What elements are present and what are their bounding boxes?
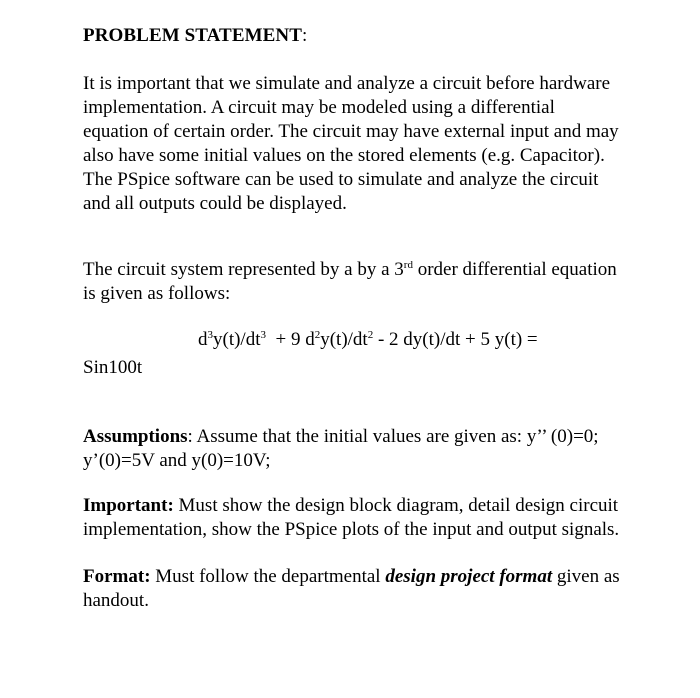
circuit-text-before: The circuit system represented by a by a 3	[83, 259, 404, 280]
format-text-after: given as handout.	[83, 566, 620, 611]
circuit-description-paragraph	[83, 258, 623, 306]
eq-remaining-terms: - 2 dy(t)/dt + 5 y(t) =	[373, 329, 538, 350]
assumptions-paragraph	[83, 425, 623, 473]
eq-term2-sup2: 2	[367, 329, 374, 341]
document-page	[83, 24, 623, 613]
heading-title: PROBLEM STATEMENT	[83, 25, 302, 46]
important-label: Important:	[83, 495, 174, 516]
eq-term2-sup1: 2	[314, 329, 321, 341]
eq-term2-d: + 9 d	[266, 329, 315, 350]
format-paragraph	[83, 565, 623, 613]
problem-statement-heading	[83, 24, 623, 48]
intro-paragraph: It is important that we simulate and analyze a circuit before hardware implementation. A circuit may be modeled using a differential equation of certain order. The circuit may have external input and may also have some initial values on the stored elements (e.g. Capacitor). The PSpice software can be used to simulate and analyze the circuit and all outputs could be displayed.	[83, 73, 619, 214]
format-emphasis: design project format	[385, 566, 553, 587]
ordinal-superscript: rd	[403, 259, 413, 271]
format-label: Format:	[83, 566, 151, 587]
eq-term1-sup2: 3	[260, 329, 266, 341]
heading-colon: :	[302, 25, 308, 46]
differential-equation	[83, 328, 623, 352]
assumptions-text: : Assume that the initial values are given as: y’’ (0)=0; y’(0)=5V and y(0)=10V;	[83, 426, 599, 471]
eq-term1-body: y(t)/dt	[213, 329, 261, 350]
eq-term1-sup1: 3	[207, 329, 213, 341]
format-text-before: Must follow the departmental	[150, 566, 386, 587]
important-text: Must show the design block diagram, detail design circuit implementation, show the PSpice plots of the input and output signals.	[83, 495, 620, 540]
equation-rhs: Sin100t	[83, 357, 143, 378]
important-paragraph	[83, 494, 623, 542]
circuit-text-after: order differential equation is given as follows:	[83, 259, 617, 304]
eq-term2-body: y(t)/dt	[320, 329, 368, 350]
assumptions-label: Assumptions	[83, 426, 188, 447]
eq-term1-d: d	[198, 329, 208, 350]
